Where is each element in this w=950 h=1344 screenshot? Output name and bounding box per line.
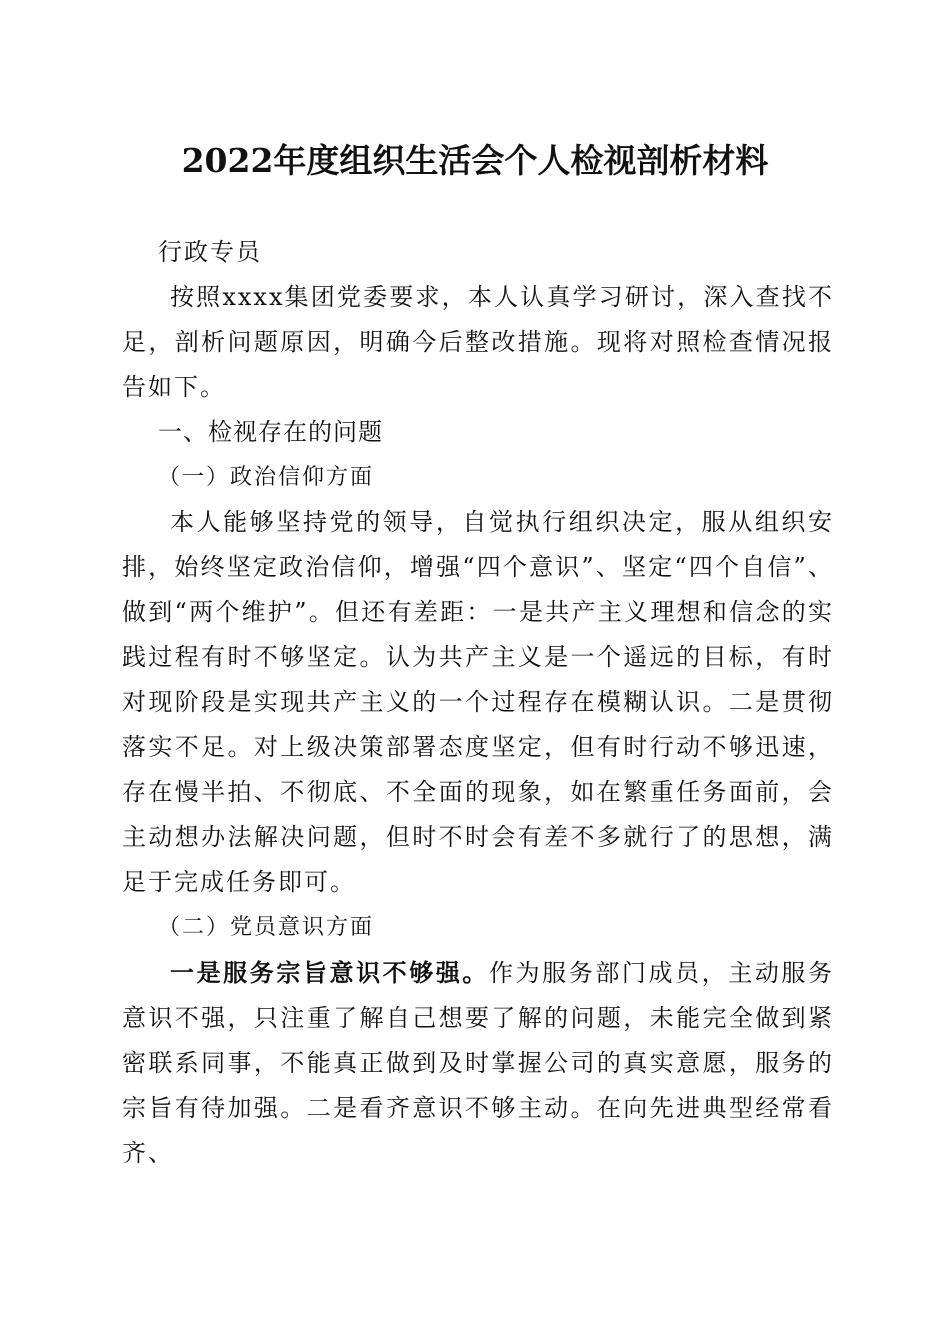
- document-title: 2022年度组织生活会个人检视剖析材料: [181, 141, 769, 180]
- document-body: [122, 230, 834, 1176]
- political-paragraph: 本人能够坚持党的领导，自觉执行组织决定，服从组织安排，始终坚定政治信仰，增强“四个意识”、坚定“四个自信”、做到“两个维护”。但还有差距：一是共产主义理想和信念的实践过程有时不够坚定。认为共产主义是一个遥远的目标，有时对现阶段是实现共产主义的一个过程存在模糊认识。二是贯彻落实不足。对上级决策部署态度坚定，但有时行动不够迅速，存在慢半拍、不彻底、不全面的现象，如在繁重任务面前，会主动想办法解决问题，但时不时会有差不多就行了的思想，满足于完成任务即可。: [122, 508, 834, 896]
- paragraph-lead: 一是服务宗旨意识不够强。: [170, 958, 489, 987]
- party-awareness-paragraph: [122, 950, 834, 1176]
- subsection-heading-political: （一）政治信仰方面: [158, 465, 375, 490]
- author-line: 行政专员: [158, 238, 262, 266]
- subsection-heading-party-awareness: （二）党员意识方面: [158, 915, 375, 940]
- paragraph-text: 作为服务部门成员，主动服务意识不强，只注重了解自己想要了解的问题，未能完全做到紧密联系同事，不能真正做到及时掌握公司的真实意愿，服务的宗旨有待加强。二是看齐意识不够主动。在向先进典型经常看齐、: [122, 959, 834, 1167]
- section-heading: 一、检视存在的问题: [158, 418, 383, 446]
- intro-paragraph: 按照xxxx集团党委要求，本人认真学习研讨，深入查找不足，剖析问题原因，明确今后整改措施。现将对照检查情况报告如下。: [122, 283, 834, 401]
